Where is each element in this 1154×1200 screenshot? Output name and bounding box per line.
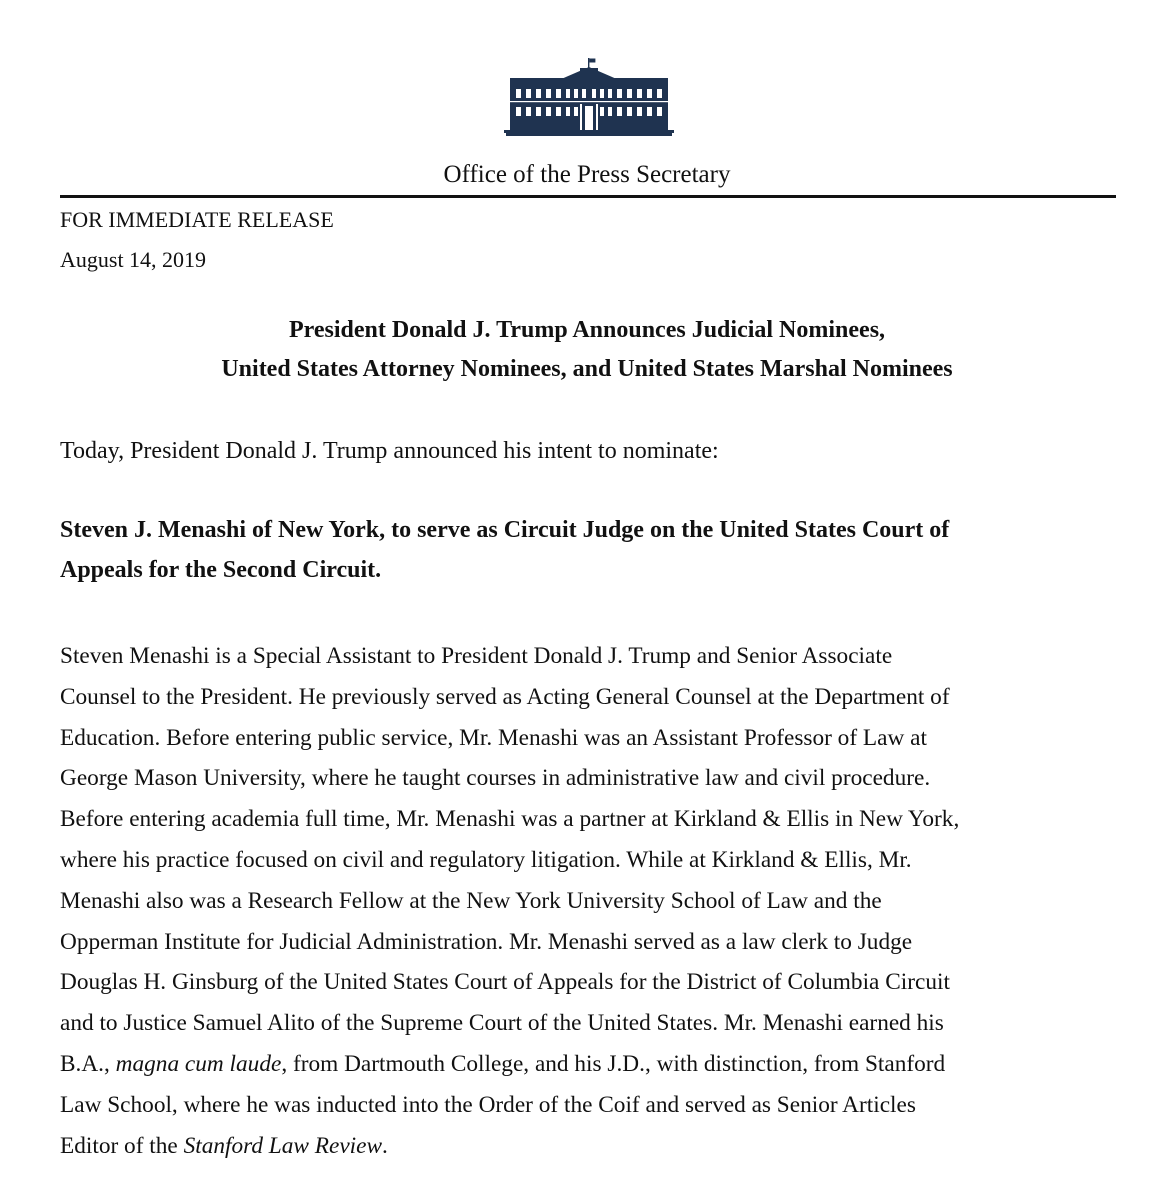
bio-line: Before entering academia full time, Mr. Menashi was a partner at Kirkland & Ellis in New York,	[60, 806, 960, 833]
white-house-icon	[504, 58, 674, 138]
headline-line: United States Attorney Nominees, and United States Marshal Nominees	[221, 356, 953, 382]
bio-line: and to Justice Samuel Alito of the Supreme Court of the United States. Mr. Menashi earned his	[60, 1010, 944, 1037]
bio-line: Menashi also was a Research Fellow at the New York University School of Law and the	[60, 887, 882, 914]
publication-title: Stanford Law Review	[183, 1132, 383, 1159]
bio-line	[60, 1044, 959, 1085]
office-title: Office of the Press Secretary	[443, 161, 731, 188]
nominee-line: Steven J. Menashi of New York, to serve as Circuit Judge on the United States Court of	[60, 517, 950, 543]
release-label: FOR IMMEDIATE RELEASE	[60, 207, 334, 232]
intro-paragraph: Today, President Donald J. Trump announced his intent to nominate:	[60, 438, 719, 464]
bio-line: Law School, where he was inducted into the Order of the Coif and served as Senior Articles	[60, 1091, 916, 1118]
headline-line: President Donald J. Trump Announces Judicial Nominees,	[288, 317, 886, 343]
bio-text: , from Dartmouth College, and his J.D., with distinction, from Stanford	[281, 1050, 946, 1077]
header-divider	[60, 195, 1116, 198]
bio-line: Education. Before entering public service, Mr. Menashi was an Assistant Professor of Law at	[60, 724, 927, 751]
bio-line: where his practice focused on civil and regulatory litigation. While at Kirkland & Ellis, Mr.	[60, 846, 912, 873]
bio-text: B.A.,	[60, 1050, 116, 1077]
bio-line: Counsel to the President. He previously served as Acting General Counsel at the Department of	[60, 683, 950, 710]
bio-line: George Mason University, where he taught courses in administrative law and civil procedure.	[60, 765, 931, 792]
nominee-line: Appeals for the Second Circuit.	[60, 557, 382, 583]
bio-line	[60, 1126, 959, 1167]
nominee-heading	[60, 510, 949, 590]
bio-line: Douglas H. Ginsburg of the United States Court of Appeals for the District of Columbia Circuit	[60, 969, 950, 996]
bio-text: .	[382, 1132, 388, 1159]
headline	[0, 311, 1154, 389]
bio-italic-text: magna cum laude	[115, 1050, 282, 1077]
release-date: August 14, 2019	[60, 247, 207, 272]
bio-text: Editor of the	[60, 1132, 184, 1159]
bio-line: Opperman Institute for Judicial Administration. Mr. Menashi served as a law clerk to Judge	[60, 928, 913, 955]
bio-paragraph	[60, 636, 959, 1166]
bio-line: Steven Menashi is a Special Assistant to President Donald J. Trump and Senior Associate	[60, 643, 893, 669]
